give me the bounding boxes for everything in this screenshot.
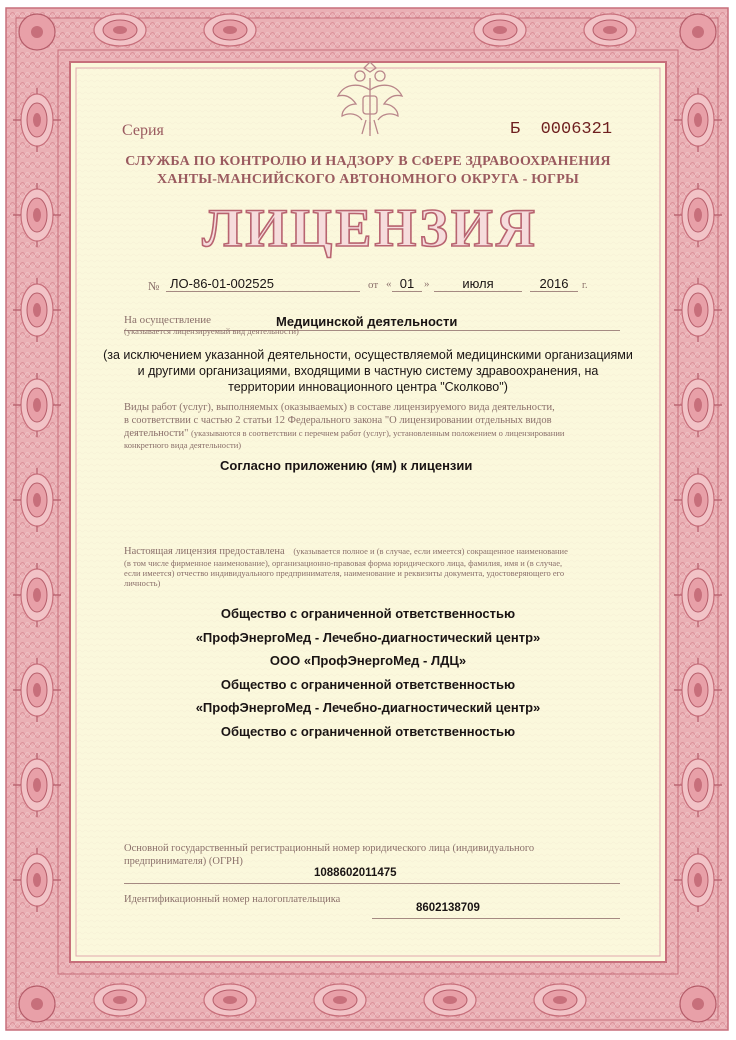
authority-name-line1: СЛУЖБА ПО КОНТРОЛЮ И НАДЗОРУ В СФЕРЕ ЗДРАВООХРАНЕНИЯ bbox=[125, 154, 611, 169]
granted-hint-1: (указывается полное и (в случае, если имеется) сокращенное наименование bbox=[293, 546, 568, 556]
inn-label: Идентификационный номер налогоплательщика bbox=[124, 894, 341, 905]
works-line2: в соответствии с частью 2 статьи 12 Федерального закона "О лицензировании отдельных видов bbox=[124, 415, 552, 426]
day-close-quote: » bbox=[424, 278, 430, 290]
inn-value: 8602138709 bbox=[416, 902, 480, 914]
granted-label: Настоящая лицензия предоставлена bbox=[124, 546, 285, 557]
date-month: июля bbox=[434, 276, 522, 292]
document-title bbox=[190, 196, 550, 260]
works-description bbox=[124, 401, 614, 450]
activity-note-line3: территории инновационного центра "Сколково") bbox=[228, 380, 508, 394]
organization-names bbox=[96, 602, 640, 743]
title-text: ЛИЦЕНЗИЯ bbox=[202, 198, 538, 258]
activity-label: На осуществление bbox=[124, 314, 211, 326]
license-number: ЛО-86-01-002525 bbox=[166, 276, 360, 292]
date-from-label: от bbox=[368, 279, 379, 291]
date-year: 2016 bbox=[530, 276, 578, 292]
granted-hint-2: (в том числе фирменное наименование), организационно-правовая форма юридического лица, фамилия, имя и (в случае, bbox=[124, 558, 563, 568]
works-value: Согласно приложению (ям) к лицензии bbox=[220, 458, 473, 473]
series-number bbox=[510, 120, 612, 139]
granted-to-block bbox=[124, 546, 616, 588]
works-line1: Виды работ (услуг), выполняемых (оказываемых) в составе лицензируемого вида деятельности, bbox=[124, 402, 555, 413]
granted-hint-4: личность) bbox=[124, 578, 161, 588]
activity-note-line1: (за исключением указанной деятельности, осуществляемой медицинскими организациями bbox=[103, 348, 633, 362]
ogrn-label-line2: предпринимателя) (ОГРН) bbox=[124, 856, 243, 867]
ogrn-underline bbox=[124, 883, 620, 884]
activity-value: Медицинской деятельности bbox=[276, 314, 458, 329]
ogrn-value: 1088602011475 bbox=[314, 867, 397, 879]
works-line3b: (указываются в соответствии с перечнем работ (услуг), установленным положением о лицензировании bbox=[191, 428, 565, 438]
org-line: «ПрофЭнергоМед - Лечебно-диагностический центр» bbox=[195, 700, 541, 715]
date-day: 01 bbox=[392, 276, 422, 292]
ogrn-label bbox=[124, 842, 620, 868]
works-line4: конкретного вида деятельности) bbox=[124, 440, 242, 450]
org-line: «ПрофЭнергоМед - Лечебно-диагностический центр» bbox=[195, 629, 541, 645]
ogrn-label-line1: Основной государственный регистрационный номер юридического лица (индивидуального bbox=[124, 843, 535, 854]
org-line: Общество с ограниченной ответственностью bbox=[220, 606, 516, 621]
series-digits: 0006321 bbox=[540, 120, 613, 139]
works-line3a: деятельности" bbox=[124, 428, 189, 439]
series-label: Серия bbox=[122, 122, 164, 139]
org-line: ООО «ПрофЭнергоМед - ЛДЦ» bbox=[269, 653, 467, 668]
series-letter: Б bbox=[510, 120, 521, 139]
org-line: Общество с ограниченной ответственностью bbox=[220, 723, 516, 739]
authority-name-line2: ХАНТЫ-МАНСИЙСКОГО АВТОНОМНОГО ОКРУГА - ЮГРЫ bbox=[157, 172, 579, 187]
granted-hint-3: если имеется) отчество индивидуального предпринимателя, наименование и реквизиты документа, удостоверяющего его bbox=[124, 568, 565, 578]
day-open-quote: « bbox=[386, 278, 392, 290]
year-suffix: г. bbox=[582, 280, 588, 291]
inn-underline bbox=[372, 918, 620, 919]
double-headed-eagle-icon bbox=[330, 60, 410, 140]
activity-note-line2: и другими организациями, входящими в частную систему здравоохранения, на bbox=[137, 364, 599, 378]
number-label: № bbox=[148, 279, 160, 293]
org-line: Общество с ограниченной ответственностью bbox=[220, 676, 516, 692]
activity-hint: (указывается лицензируемый вид деятельности) bbox=[124, 326, 299, 336]
activity-note bbox=[96, 347, 640, 395]
